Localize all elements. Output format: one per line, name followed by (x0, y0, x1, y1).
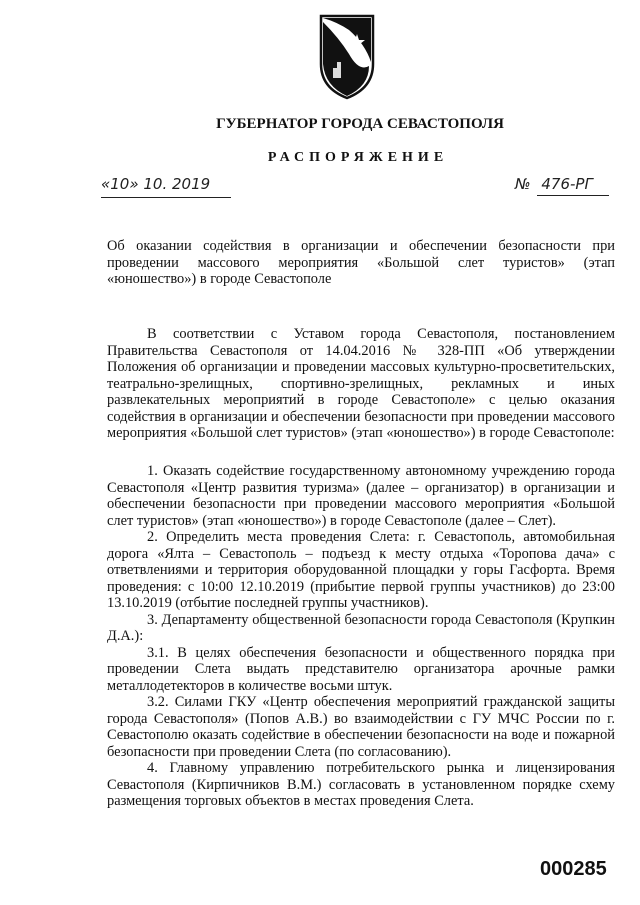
order-item: 3. Департаменту общественной безопасности города Севастополя (Крупкин Д.А.): (107, 611, 615, 644)
order-subject: Об оказании содействия в организации и обеспечении безопасности при проведении массового мероприятия «Большой слет туристов» (этап «юношество») в городе Севастополе (107, 238, 615, 287)
order-number-block (515, 175, 609, 197)
order-items (107, 463, 615, 810)
order-preamble: В соответствии с Уставом города Севастополя, постановлением Правительства Севастополя от 14.04.2016 № 328-ПП «Об утверждении Положения об организации и проведении массовых культурно-просветительских, театрально-зрелищных, спортивно-зрелищных, рекламных и иных развлекательных мероприятий в городе Севастополе» с целью оказания содействия в организации и обеспечении безопасности при проведении массового мероприятия «Большой слет туристов» (этап «юношество») в городе Севастополе: (107, 326, 615, 441)
order-date: «10» 10. 2019 (101, 175, 231, 198)
order-item: 3.1. В целях обеспечения безопасности и общественного порядка при проведении Слета выдать представителю организатора арочные рамки металлодетекторов в количестве восьми штук. (107, 644, 615, 694)
order-item: 1. Оказать содействие государственному автономному учреждению города Севастополя «Центр развития туризма» (далее – организатор) в организации и обеспечении безопасности при проведении массового мероприятия «Большой слет туристов» (этап «юношество») в городе Севастополе (далее – Слет). (107, 463, 615, 529)
order-item: 2. Определить места проведения Слета: г. Севастополь, автомобильная дорога «Ялта – Севастополь – подъезд к месту отдыха «Торопова дача» с ответвлениями и территория оборудованной площадки у горы Гасфорта. Время проведения: с 10:00 12.10.2019 (прибытие первой группы участников) до 23:00 13.10.2019 (отбытие последней группы участников). (107, 529, 615, 611)
number-underline (537, 195, 609, 196)
sevastopol-coat-of-arms-icon (319, 14, 375, 100)
number-sign: № (515, 175, 531, 193)
order-number: 476-РГ (541, 175, 593, 193)
order-item: 3.2. Силами ГКУ «Центр обеспечения мероприятий гражданской защиты города Севастополя» (Попов А.В.) во взаимодействии с ГУ МЧС России по г. Севастополю оказать содействие в обеспечении безопасности на воде и пожарной безопасности при проведении Слета (по согласованию). (107, 694, 615, 760)
page-stamp-number: 000285 (540, 858, 607, 880)
governor-title: ГУБЕРНАТОР ГОРОДА СЕВАСТОПОЛЯ (216, 116, 504, 132)
document-type: РАСПОРЯЖЕНИЕ (267, 150, 449, 165)
order-item: 4. Главному управлению потребительского рынка и лицензирования Севастополя (Кирпичников В.М.) согласовать в установленном порядке схему размещения торговых объектов в местах проведения Слета. (107, 760, 615, 809)
